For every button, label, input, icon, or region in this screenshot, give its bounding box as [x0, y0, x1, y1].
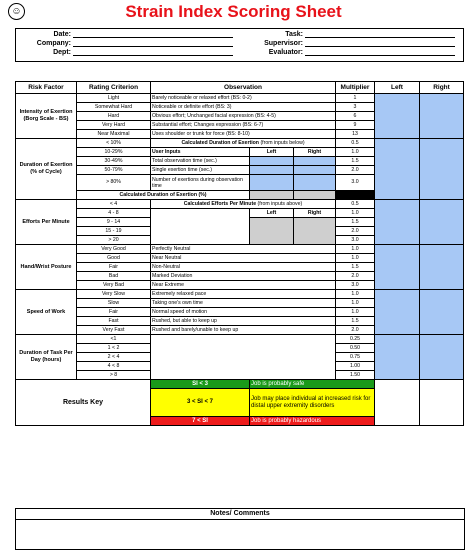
total-time-left-input[interactable]	[250, 157, 294, 166]
rating-cell: Somewhat Hard	[77, 103, 151, 112]
multiplier-cell: 1.5	[336, 317, 375, 326]
right-input-duration-task[interactable]	[420, 335, 464, 380]
multiplier-cell: 1.00	[336, 362, 375, 371]
rating-cell: 4 - 8	[77, 209, 151, 218]
rating-cell: > 20	[77, 236, 151, 245]
observation-cell: Obvious effort; Unchanged facial expression (BS: 4-5)	[151, 112, 336, 121]
notes-label: Notes/ Comments	[210, 510, 270, 517]
header-info-box	[15, 28, 464, 62]
left-input-intensity[interactable]	[375, 94, 420, 139]
rating-cell: 15 - 19	[77, 227, 151, 236]
result-range-safe: SI < 3	[151, 380, 250, 389]
observation-cell: Rushed, but able to keep up	[151, 317, 336, 326]
left-input-efforts[interactable]	[375, 200, 420, 245]
observation-cell: Extremely relaxed pace	[151, 290, 336, 299]
multiplier-cell: 13	[336, 130, 375, 139]
multiplier-cell: 0.5	[336, 139, 375, 148]
rating-cell: Fast	[77, 317, 151, 326]
col-left: Left	[375, 82, 420, 94]
efforts-left-label: Left	[250, 209, 294, 218]
rating-cell: Very Slow	[77, 290, 151, 299]
risk-factor-posture: Hand/Wrist Posture	[16, 245, 77, 290]
multiplier-cell: 3	[336, 103, 375, 112]
col-observation: Observation	[151, 82, 336, 94]
multiplier-cell: 1.0	[336, 245, 375, 254]
left-input-posture[interactable]	[375, 245, 420, 290]
rating-cell: <1	[77, 335, 151, 344]
risk-factor-efforts: Efforts Per Minute	[16, 200, 77, 245]
multiplier-cell: 0.25	[336, 335, 375, 344]
total-time-right-input[interactable]	[294, 157, 336, 166]
rating-cell: Light	[77, 94, 151, 103]
multiplier-cell: 3.0	[336, 236, 375, 245]
multiplier-cell: 3.0	[336, 281, 375, 290]
risk-factor-intensity: Intensity of Exertion (Borg Scale - BS)	[16, 94, 77, 139]
result-left	[375, 380, 420, 426]
rating-cell: > 80%	[77, 175, 151, 191]
company-label: Company:	[36, 40, 71, 47]
left-input-speed[interactable]	[375, 290, 420, 335]
user-inputs-label: User Inputs	[151, 148, 250, 157]
supervisor-label: Supervisor:	[264, 40, 303, 47]
observation-cell: Uses shoulder or trunk for force (BS: 8-10)	[151, 130, 336, 139]
num-exertions-left-input[interactable]	[250, 175, 294, 191]
col-rating-criterion: Rating Criterion	[77, 82, 151, 94]
calc-duration-footer: Calculated Duration of Exertion (%)	[77, 191, 250, 200]
multiplier-cell: 2.0	[336, 326, 375, 335]
result-text-caution: Job may place individual at increased risk for distal upper extremity disorders	[250, 389, 375, 417]
multiplier-cell: 1.0	[336, 209, 375, 218]
rating-cell: Slow	[77, 299, 151, 308]
observation-cell: Rushed and barely/unable to keep up	[151, 326, 336, 335]
multiplier-cell: 3.0	[336, 175, 375, 191]
person-lifting-icon: ☺	[8, 3, 25, 20]
rating-cell: Bad	[77, 272, 151, 281]
task-field[interactable]	[305, 37, 455, 38]
multiplier-cell: 1.50	[336, 371, 375, 380]
multiplier-cell: 1	[336, 94, 375, 103]
multiplier-cell: 1.0	[336, 254, 375, 263]
num-exertions-right-input[interactable]	[294, 175, 336, 191]
observation-cell: Normal speed of motion	[151, 308, 336, 317]
observation-cell: Non-Neutral	[151, 263, 336, 272]
observation-cell: Number of exertions during observation time	[151, 175, 250, 191]
multiplier-cell: 9	[336, 121, 375, 130]
exertion-time-right-input[interactable]	[294, 166, 336, 175]
multiplier-cell: 0.50	[336, 344, 375, 353]
supervisor-field[interactable]	[305, 46, 455, 47]
strain-index-table	[15, 81, 464, 426]
duration-task-blank	[151, 335, 336, 380]
multiplier-cell: 1.0	[336, 299, 375, 308]
observation-cell: Substantial effort; Changes expression (BS: 6-7)	[151, 121, 336, 130]
calc-duration-header: Calculated Duration of Exertion	[181, 139, 259, 146]
observation-cell: Near Neutral	[151, 254, 336, 263]
risk-factor-speed: Speed of Work	[16, 290, 77, 335]
right-input-intensity[interactable]	[420, 94, 464, 139]
risk-factor-duration-exertion: Duration of Exertion (% of Cycle)	[16, 139, 77, 200]
calc-duration-left	[250, 191, 294, 200]
observation-cell: Taking one's own time	[151, 299, 336, 308]
col-right: Right	[420, 82, 464, 94]
multiplier-cell: 2.0	[336, 227, 375, 236]
rating-cell: 30-49%	[77, 157, 151, 166]
observation-cell: Barely noticeable or relaxed effort (BS: 0-2)	[151, 94, 336, 103]
result-text-hazard: Job is probably hazardous	[250, 417, 375, 426]
results-key-label: Results Key	[16, 380, 151, 426]
page-title: Strain Index Scoring Sheet	[125, 2, 342, 21]
efforts-right-label: Right	[294, 209, 336, 218]
observation-cell: Single exertion time (sec.)	[151, 166, 250, 175]
multiplier-cell: 0.75	[336, 353, 375, 362]
result-range-hazard: 7 < SI	[151, 417, 250, 426]
multiplier-cell: 1.0	[336, 290, 375, 299]
multiplier-cell: 1.0	[336, 308, 375, 317]
multiplier-cell: 1.5	[336, 157, 375, 166]
rating-cell: 4 < 8	[77, 362, 151, 371]
notes-divider	[16, 519, 464, 520]
rating-cell: > 8	[77, 371, 151, 380]
user-inputs-left: Left	[250, 148, 294, 157]
result-range-caution: 3 < SI < 7	[151, 389, 250, 417]
result-right	[420, 380, 464, 426]
col-multiplier: Multiplier	[336, 82, 375, 94]
left-input-duration-task[interactable]	[375, 335, 420, 380]
multiplier-cell: 1.0	[336, 148, 375, 157]
rating-cell: Very Hard	[77, 121, 151, 130]
rating-cell: < 10%	[77, 139, 151, 148]
right-input-efforts[interactable]	[420, 200, 464, 245]
observation-cell: Noticeable or definite effort (BS: 3)	[151, 103, 336, 112]
evaluator-label: Evaluator:	[268, 49, 303, 56]
rating-cell: Good	[77, 254, 151, 263]
calc-duration-note: (from inputs below)	[260, 139, 305, 146]
result-text-safe: Job is probably safe	[250, 380, 375, 389]
rating-cell: 10-29%	[77, 148, 151, 157]
calc-duration-blank	[336, 191, 375, 200]
date-field[interactable]	[73, 37, 233, 38]
observation-cell: Near Extreme	[151, 281, 336, 290]
rating-cell: 9 - 14	[77, 218, 151, 227]
multiplier-cell: 2.0	[336, 166, 375, 175]
observation-cell: Total observation time (sec.)	[151, 157, 250, 166]
rating-cell: Near Maximal	[77, 130, 151, 139]
multiplier-cell: 0.5	[336, 200, 375, 209]
rating-cell: Very Good	[77, 245, 151, 254]
col-risk-factor: Risk Factor	[16, 82, 77, 94]
rating-cell: < 4	[77, 200, 151, 209]
notes-box[interactable]	[15, 508, 465, 550]
company-field[interactable]	[73, 46, 233, 47]
rating-cell: Very Fast	[77, 326, 151, 335]
multiplier-cell: 2.0	[336, 272, 375, 281]
rating-cell: Fair	[77, 263, 151, 272]
right-input-duration[interactable]	[420, 139, 464, 200]
user-inputs-right: Right	[294, 148, 336, 157]
evaluator-field[interactable]	[305, 55, 455, 56]
rating-cell: 1 < 2	[77, 344, 151, 353]
left-input-duration[interactable]	[375, 139, 420, 200]
multiplier-cell: 6	[336, 112, 375, 121]
rating-cell: 50-79%	[77, 166, 151, 175]
calc-efforts-right	[294, 218, 336, 245]
right-input-speed[interactable]	[420, 290, 464, 335]
dept-label: Dept:	[53, 49, 71, 56]
risk-factor-duration-task: Duration of Task Per Day (hours)	[16, 335, 77, 380]
rating-cell: Hard	[77, 112, 151, 121]
rating-cell: Fair	[77, 308, 151, 317]
exertion-time-left-input[interactable]	[250, 166, 294, 175]
date-label: Date:	[53, 31, 71, 38]
rating-cell: Very Bad	[77, 281, 151, 290]
multiplier-cell: 1.5	[336, 263, 375, 272]
calc-duration-right	[294, 191, 336, 200]
rating-cell: 2 < 4	[77, 353, 151, 362]
multiplier-cell: 1.5	[336, 218, 375, 227]
calc-efforts-left	[250, 218, 294, 245]
calc-efforts-note: (from inputs above)	[257, 200, 303, 207]
dept-field[interactable]	[73, 55, 233, 56]
calc-efforts-header: Calculated Efforts Per Minute	[183, 200, 257, 207]
task-label: Task:	[285, 31, 303, 38]
observation-cell: Marked Deviation	[151, 272, 336, 281]
right-input-posture[interactable]	[420, 245, 464, 290]
observation-cell: Perfectly Neutral	[151, 245, 336, 254]
